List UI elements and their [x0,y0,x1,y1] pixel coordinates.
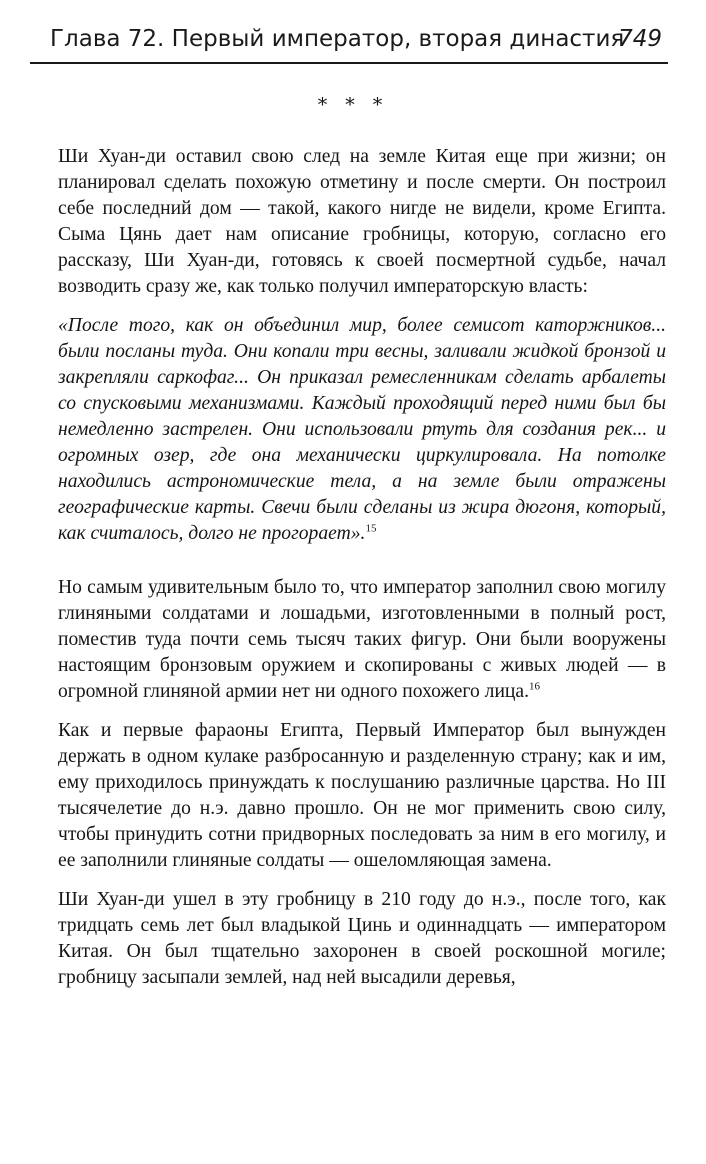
paragraph-3: Как и первые фараоны Египта, Первый Император был вынужден держать в одном кулаке разбросанную и разделенную страну; как и им, ему приходилось принуждать к послушанию различные царства. Но III тысячелетие до н.э. давно прошло. Он не мог применить свою силу, чтобы принудить сотни придворных последовать за ним в его могилу, и ее заполнили глиняные солдаты — ошеломляющая замена. [58,720,666,871]
section-separator: * * * [317,94,389,116]
footnote-ref-16: 16 [529,680,541,693]
page-number: 749 [618,26,662,52]
paragraph-2-text: Но самым удивительным было то, что император заполнил свою могилу глиняными солдатами и лошадьми, изготовленными в полный рост, поместив туда почти семь тысяч таких фигур. Они были вооружены настоящим бронзовым оружием и скопированы с живых людей — в огромной глиняной армии нет ни одного похожего лица. [58,577,666,702]
quote-paragraph [58,313,666,547]
quote-text: «После того, как он объединил мир, более семисот каторжников... были посланы туда. Они копали три весны, заливали жидкой бронзой и закрепляли саркофаг... Он приказал ремесленникам сделать арбалеты со спусковыми механизмами. Каждый проходящий перед ними был бы немедленно застрелен. Они использовали ртуть для создания рек... и огромных озер, где она механически циркулировала. На потолке находились астрономические тела, а на земле были отражены географические карты. Свечи были сделаны из жира дюгоня, который, как считалось, долго не прогорает». [58,315,666,544]
footnote-ref-15: 15 [365,522,377,535]
paragraph-4: Ши Хуан-ди ушел в эту гробницу в 210 году до н.э., после того, как тридцать семь лет был владыкой Цинь и одиннадцать — императором Китая. Он был тщательно захоронен в своей роскошной могиле; гробницу засыпали землей, над ней высадили деревья, [58,889,666,988]
running-head [30,22,668,64]
chapter-title: Глава 72. Первый император, вторая династия [50,26,625,52]
paragraph-1: Ши Хуан-ди оставил свою след на земле Китая еще при жизни; он планировал сделать похожую отметину и после смерти. Он построил себе последний дом — такой, какого нигде не видели, кроме Египта. Сыма Цянь дает нам описание гробницы, которую, согласно его рассказу, Ши Хуан-ди, готовясь к своей посмертной судьбе, начал возводить сразу же, как только получил императорскую власть: [58,146,666,297]
body-text [58,144,666,991]
paragraph-2 [58,575,666,705]
